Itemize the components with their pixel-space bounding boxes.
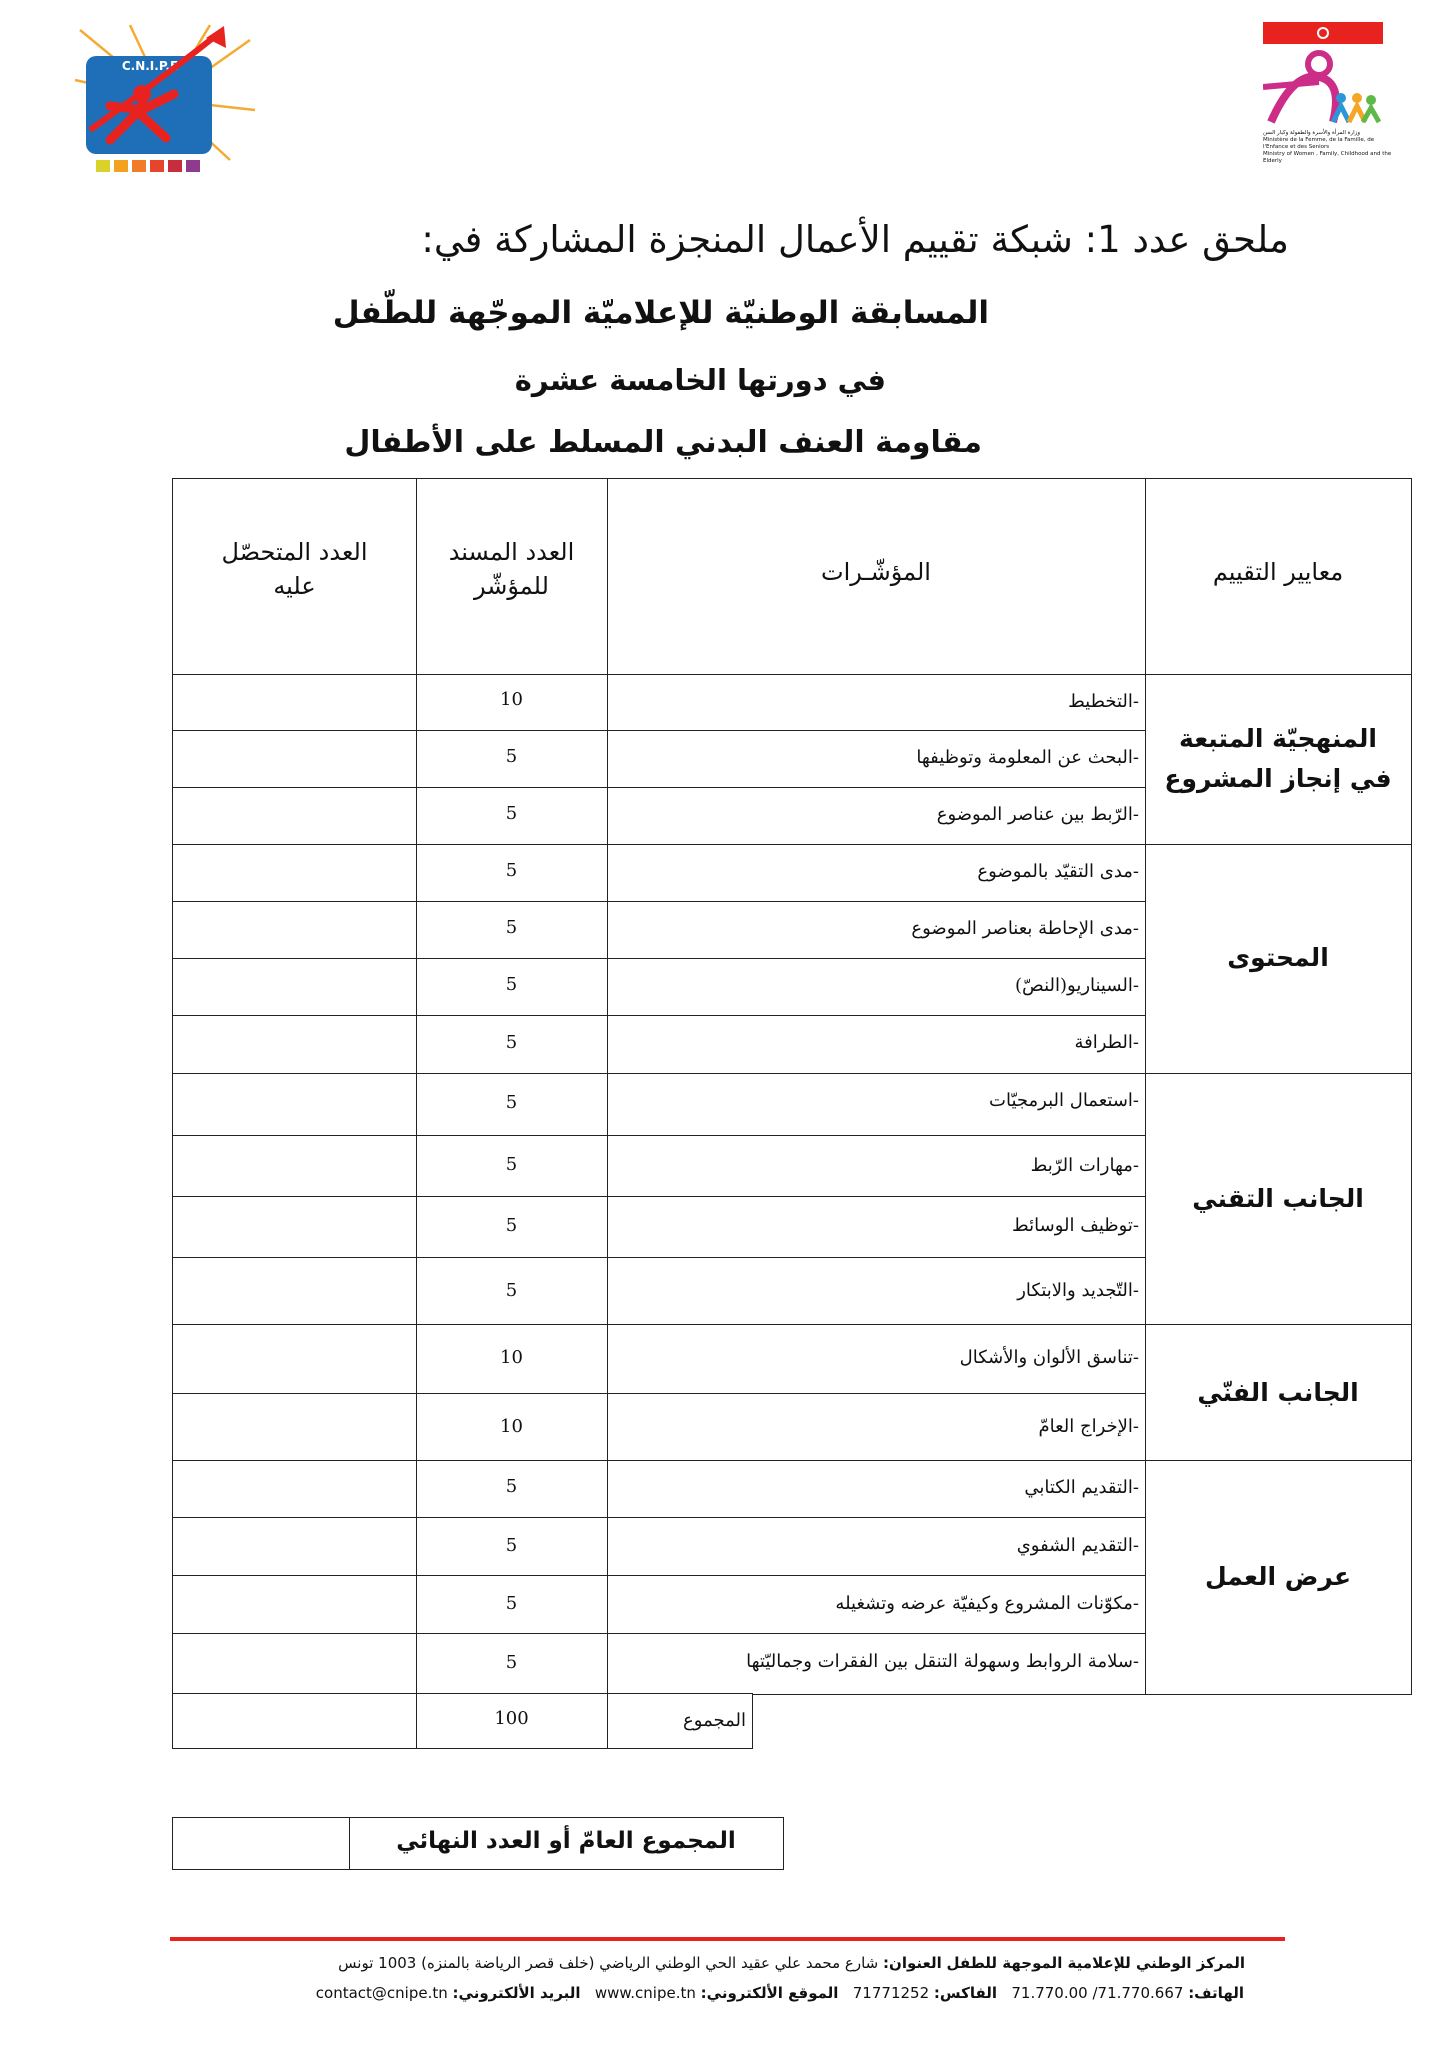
points-value: 5 [505, 1154, 518, 1175]
criterion-cell [1144, 674, 1412, 846]
obtained-cell[interactable] [172, 844, 417, 903]
indicator-cell [606, 1196, 1146, 1259]
criterion-cell [1144, 1324, 1412, 1462]
indicator-cell [606, 1135, 1146, 1198]
criterion-label: المنهجيّة المتبعة في إنجاز المشروع [1164, 724, 1392, 793]
indicator-cell [606, 1015, 1146, 1075]
points-value: 10 [500, 1416, 523, 1437]
points-cell [415, 1257, 608, 1326]
final-total-value-cell[interactable] [172, 1817, 350, 1870]
obtained-cell[interactable] [172, 1015, 417, 1075]
obtained-cell[interactable] [172, 674, 417, 732]
header-assigned-cell [415, 478, 608, 676]
obtained-cell[interactable] [172, 1073, 417, 1137]
points-cell [415, 1196, 608, 1259]
criterion-label: المحتوى [1227, 943, 1329, 972]
header-obtained: العدد المتحصّل عليه [221, 538, 368, 600]
footer-phone: 71.770.00 /71.770.667 [1011, 1984, 1184, 2002]
points-cell [415, 1575, 608, 1635]
indicator-label: -التقديم الكتابي [1024, 1477, 1139, 1498]
obtained-cell[interactable] [172, 787, 417, 846]
indicator-cell [606, 901, 1146, 960]
header-obtained-cell [172, 478, 417, 676]
points-value: 5 [505, 1032, 518, 1053]
points-cell [415, 844, 608, 903]
final-total-label: المجموع العامّ أو العدد النهائي [396, 1828, 736, 1854]
indicator-label: -مكوّنات المشروع وكيفيّة عرضه وتشغيله [835, 1593, 1139, 1614]
obtained-cell[interactable] [172, 1460, 417, 1519]
total-label-cell [606, 1693, 753, 1749]
ministry-logo [1263, 22, 1393, 162]
obtained-cell[interactable] [172, 958, 417, 1017]
obtained-cell[interactable] [172, 1196, 417, 1259]
indicator-label: -السيناريو(النصّ) [1015, 975, 1139, 996]
points-value: 5 [505, 1215, 518, 1236]
points-cell [415, 674, 608, 732]
header-criteria: معايير التقييم [1212, 558, 1344, 586]
points-cell [415, 1517, 608, 1577]
footer-fax: 71771252 [852, 1984, 930, 2002]
ministry-name-fr: Ministère de la Femme, de la Famille, de l'Enfance et des Seniors [1263, 137, 1375, 150]
indicator-label: -استعمال البرمجيّات [989, 1090, 1139, 1111]
points-value: 5 [505, 1652, 518, 1673]
footer-address: شارع محمد علي عقيد الحي الوطني الرياضي (خلف قصر الرياضة بالمنزه) 1003 تونس [338, 1954, 879, 1972]
footer-website-label: الموقع الألكتروني: [700, 1984, 839, 2002]
indicator-label: -سلامة الروابط وسهولة التنقل بين الفقرات وجماليّتها [746, 1651, 1139, 1672]
indicator-label: -البحث عن المعلومة وتوظيفها [916, 747, 1139, 768]
indicator-label: -التقديم الشفوي [1016, 1535, 1139, 1556]
footer-address-line [338, 1954, 1245, 1972]
total-points: 100 [494, 1708, 529, 1729]
points-cell [415, 1633, 608, 1695]
criterion-label: الجانب الفنّي [1197, 1378, 1359, 1407]
indicator-cell [606, 958, 1146, 1017]
criterion-cell [1144, 1460, 1412, 1695]
points-value: 5 [505, 1280, 518, 1301]
indicator-cell [606, 1257, 1146, 1326]
footer-email-link[interactable]: contact@cnipe.tn [315, 1984, 448, 2002]
obtained-cell[interactable] [172, 1517, 417, 1577]
points-value: 5 [505, 1092, 518, 1113]
indicator-cell [606, 1324, 1146, 1395]
points-cell [415, 958, 608, 1017]
points-cell [415, 1393, 608, 1462]
points-value: 5 [505, 1593, 518, 1614]
indicator-cell [606, 1460, 1146, 1519]
indicator-cell [606, 1633, 1146, 1695]
footer-divider [170, 1937, 1285, 1941]
indicator-label: -توظيف الوسائط [1012, 1215, 1139, 1236]
indicator-label: -مهارات الرّبط [1030, 1155, 1139, 1176]
indicator-label: -التّجديد والابتكار [1017, 1280, 1139, 1301]
indicator-cell [606, 1517, 1146, 1577]
indicator-label: -تناسق الألوان والأشكال [959, 1347, 1139, 1368]
points-value: 10 [500, 1347, 523, 1368]
theme-title: مقاومة العنف البدني المسلط على الأطفال [344, 425, 982, 460]
obtained-cell[interactable] [172, 1633, 417, 1695]
points-value: 5 [505, 1535, 518, 1556]
indicator-cell [606, 787, 1146, 846]
indicator-label: -التخطيط [1068, 691, 1139, 712]
points-cell [415, 787, 608, 846]
points-value: 5 [505, 974, 518, 995]
footer-org: المركز الوطني للإعلامية الموجهة للطفل [946, 1954, 1245, 1972]
criterion-label: الجانب التقني [1192, 1184, 1364, 1213]
ministry-name-en: Ministry of Women , Family, Childhood and the Elderly [1263, 151, 1392, 164]
indicator-label: -الطرافة [1074, 1032, 1139, 1053]
points-cell [415, 1073, 608, 1137]
indicator-label: -مدى الإحاطة بعناصر الموضوع [911, 918, 1139, 939]
obtained-cell[interactable] [172, 1393, 417, 1462]
indicator-cell [606, 1073, 1146, 1137]
criterion-label: عرض العمل [1204, 1562, 1352, 1591]
indicator-cell [606, 844, 1146, 903]
obtained-cell[interactable] [172, 901, 417, 960]
criterion-cell [1144, 844, 1412, 1075]
header-indicators: المؤشّـرات [821, 558, 931, 586]
points-value: 5 [505, 1476, 518, 1497]
indicator-label: -الإخراج العامّ [1038, 1416, 1139, 1437]
footer-phone-label: الهاتف: [1188, 1984, 1244, 2002]
header-indicators-cell [606, 478, 1146, 676]
footer-email-label: البريد الألكتروني: [452, 1984, 581, 2002]
indicator-cell [606, 1575, 1146, 1635]
footer-fax-label: الفاكس: [933, 1984, 998, 2002]
points-cell [415, 901, 608, 960]
indicator-cell [606, 730, 1146, 789]
ministry-name-ar: وزارة المرأة والأسرة والطفولة وكبار السن [1263, 130, 1360, 136]
edition-title: في دورتها الخامسة عشرة [514, 363, 886, 397]
points-cell [415, 730, 608, 789]
obtained-cell[interactable] [172, 1324, 417, 1395]
indicator-cell [606, 1393, 1146, 1462]
indicator-cell [606, 674, 1146, 732]
cnipe-logo [70, 20, 260, 180]
header-criteria-cell [1144, 478, 1412, 676]
points-value: 5 [505, 860, 518, 881]
obtained-cell[interactable] [172, 1257, 417, 1326]
indicator-label: -الرّبط بين عناصر الموضوع [936, 804, 1139, 825]
points-cell [415, 1015, 608, 1075]
criterion-cell [1144, 1073, 1412, 1326]
points-value: 5 [505, 746, 518, 767]
points-cell [415, 1135, 608, 1198]
obtained-cell[interactable] [172, 1135, 417, 1198]
points-value: 10 [500, 689, 523, 710]
points-cell [415, 1324, 608, 1395]
footer-address-label: العنوان: [883, 1954, 942, 1972]
indicator-label: -مدى التقيّد بالموضوع [977, 861, 1139, 882]
svg-text:C.N.I.P.E: C.N.I.P.E [121, 59, 179, 73]
obtained-cell[interactable] [172, 730, 417, 789]
obtained-cell[interactable] [172, 1575, 417, 1635]
points-value: 5 [505, 917, 518, 938]
final-total-label-cell [348, 1817, 784, 1870]
total-points-cell [415, 1693, 608, 1749]
total-obtained-cell[interactable] [172, 1693, 417, 1749]
total-label: المجموع [683, 1710, 746, 1731]
footer-contact-line [316, 1984, 1244, 2002]
footer-website-link[interactable]: www.cnipe.tn [594, 1984, 696, 2002]
points-cell [415, 1460, 608, 1519]
annex-title: ملحق عدد 1: شبكة تقييم الأعمال المنجزة المشاركة في: [421, 218, 1289, 261]
points-value: 5 [505, 803, 518, 824]
competition-title: المسابقة الوطنيّة للإعلاميّة الموجّهة للطّفل [332, 295, 989, 331]
header-assigned: العدد المسند للمؤشّر [448, 538, 575, 600]
